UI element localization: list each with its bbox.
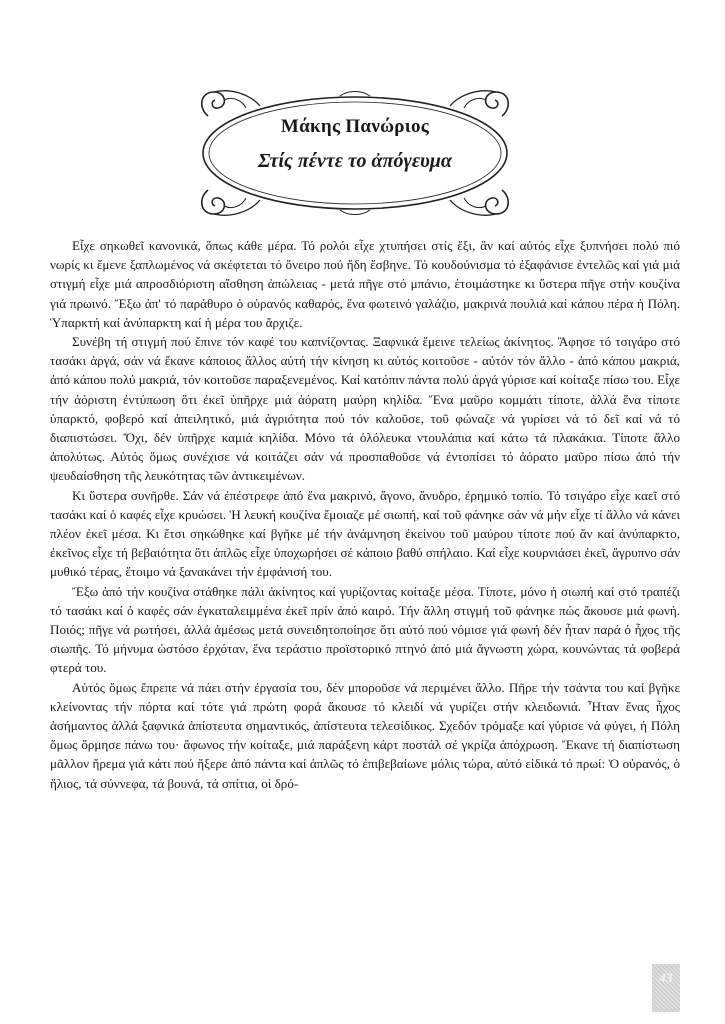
page-number: 43 <box>659 970 673 985</box>
author-name: Μάκης Πανώριος <box>280 116 430 137</box>
paragraph: Κι ὕστερα συνῆρθε. Σάν νά ἐπέστρεφε ἀπό ἕνα μακρινό, ἄγονο, ἄνυδρο, ἐρημικό τοπίο. Τό τσιγάρο εἶχε καεῖ στό τασάκι καί ὁ καφές εἶχε κρυώσει. Ἡ λευκή κουζίνα ἔμοιαζε μέ σιωπή, καί τοῦ φάνηκε σάν νά μήν εἶχε τί ἄλλο νά κάνει πλέον ἐκεῖ μέσα. Κι ἔτσι σηκώθηκε καί βγῆκε μέ τήν ἀνάμνηση ἐκείνου τοῦ μαύρου τίποτε πού ἄν καί ἀνύπαρκτο, ἐκεῖνος εἶχε τή βεβαιότητα ὅτι ἁπλῶς εἶχε ὑποχωρήσει σέ κάποιο βαθύ σπήλαιο. Καί εἶχε κουρνιάσει ἐκεῖ, ἄγρυπνο σάν μυθικό τέρας, ἕτοιμο νά ξανακάνει τήν ἐμφάνισή του. <box>50 487 680 580</box>
title-cartouche <box>190 78 520 228</box>
story-title: Στίς πέντε το ἀπόγευμα <box>257 150 452 172</box>
paragraph: Εἶχε σηκωθεῖ κανονικά, ὅπως κάθε μέρα. Τό ρολόι εἶχε χτυπήσει στίς ἕξι, ἄν καί αὐτός εἶχε ξυπνήσει πολύ πιό νωρίς κι ἔμενε ξαπλωμένος νά σκέφτεται τό ὄνειρο πού ἤδη ἔσβηνε. Τό κουδούνισμα τό ἐξαφάνισε ἐντελῶς καί γιά μιά στιγμή εἶχε μιά απροσδιόριστη αἴσθηση ἀπώλειας - μετά πῆγε στό μπάνιο, ἑτοιμάστηκε κι ὕστερα πῆγε στήν κουζίνα γιά πρωινό. Ἔξω ἀπ' τό παράθυρο ὁ οὐρανός καθαρός, ἕνα φωτεινό γαλάζιο, μακρινά πουλιά καί κάπου πέρα ἡ Πόλη. Ὑπαρκτή καί ἀνύπαρκτη καί ἡ μέρα του ἄρχιζε. <box>50 238 680 330</box>
paragraph: Συνέβη τή στιγμή πού ἔπινε τόν καφέ του καπνίζοντας. Ξαφνικά ἔμεινε τελείως ἀκίνητος. Ἄφησε τό τσιγάρο στό τασάκι ἀργά, σάν νά ἔκανε κάποιος ἄλλος αὐτή τήν κίνηση κι αὐτός κοιτοῦσε - αὐτόν τόν ἄλλο - ἀπό κάπου μακριά, ἀπό κάπου πολύ μακριά, τόν κοιτοῦσε παραξενεμένος. Καί κατόπιν πάντα πολύ ἀργά γύρισε καί κοίταξε πίσω του. Εἶχε τήν ἀόριστη ἐντύπωση ὅτι ἐκεῖ ὑπῆρχε μιά ἀόρατη μαύρη κηλίδα. Ἕνα μαῦρο κομμάτι τίποτε, ἀλλά ἕνα τίποτε ὑπαρκτό, φοβερό καί ἀπειλητικό, μιά ἀγριότητα πού τόν καλοῦσε, τοῦ φώναζε νά γυρίσει νά τό δεῖ καί νά τό διαπιστώσει. Ὄχι, δέν ὑπῆρχε καμιά κηλίδα. Μόνο τά ὁλόλευκα ντουλάπια καί κάτω τά πλακάκια. Τίποτε ἄλλο ἀπολύτως. Αὐτός ὅμως συνέχισε νά κοιτάζει σάν νά προσπαθοῦσε νά ἐντοπίσει τό ἀόρατο μαῦρο πίσω ἀπό τήν ψευδαίσθηση τῆς λευκότητας τῶν ἀντικειμένων. <box>50 334 680 484</box>
paragraph: Αὐτός ὅμως ἔπρεπε νά πάει στήν ἐργασία του, δέν μποροῦσε νά περιμένει ἄλλο. Πῆρε τήν τσάντα του καί βγῆκε κλείνοντας τήν πόρτα καί τότε γιά πρώτη φορά ἄκουσε τό κλειδί νά γυρίζει στήν κλειδωνιά. Ἦταν ἕνας ἦχος ἀσήμαντος ἀλλά ξαφνικά ἀπίστευτα σημαντικός, ἀπίστευτα τελεσίδικος. Σχεδόν τρόμαξε καί γύρισε νά φύγει, ἡ Πόλη ὅμως ὅρμησε πάνω του· ἄφωνος τήν κοίταξε, μιά παράξενη κάρτ ποστάλ σέ γκρίζα ἀπόχρωση. Ἔκανε τή διαπίστωση μᾶλλον ἤρεμα γιά κάτι πού ἤξερε ἀπό πάντα καί ἁπλῶς τό ἐπιβεβαίωνε μόλις τώρα, αὐτό εἰδικά τό πρωί: Ὁ οὐρανός, ὁ ἥλιος, τά σύννεφα, τά βουνά, τά σπίτια, οἱ δρό- <box>50 679 680 791</box>
story-body <box>50 236 680 793</box>
page-number-tab <box>652 964 680 1012</box>
paragraph: Ἔξω ἀπό τήν κουζίνα στάθηκε πάλι ἀκίνητος καί γυρίζοντας κοίταξε μέσα. Τίποτε, μόνο ἡ σιωπή καί στό τραπέζι τό τασάκι καί ὁ καφές σάν ἐγκαταλειμμένα ἐκεῖ πρίν ἀπό καιρό. Τήν ἄλλη στιγμή τοῦ φάνηκε πώς ἄκουσε μιά φωνή. Ποιός; πῆγε νά ρωτήσει, ἀλλά ἀμέσως μετά συνειδητοποίησε ὅτι αὐτό πού νόμισε γιά φωνή δέν ἦταν παρά ὁ ἦχος τῆς σιωπῆς. Τό μήνυμα ὡστόσο ἐρχόταν, ἕνα τεράστιο προϊστορικό πτηνό ἀπό μιά ἄγνωστη χώρα, κουνώντας τά φοβερά φτερά του. <box>50 583 680 676</box>
